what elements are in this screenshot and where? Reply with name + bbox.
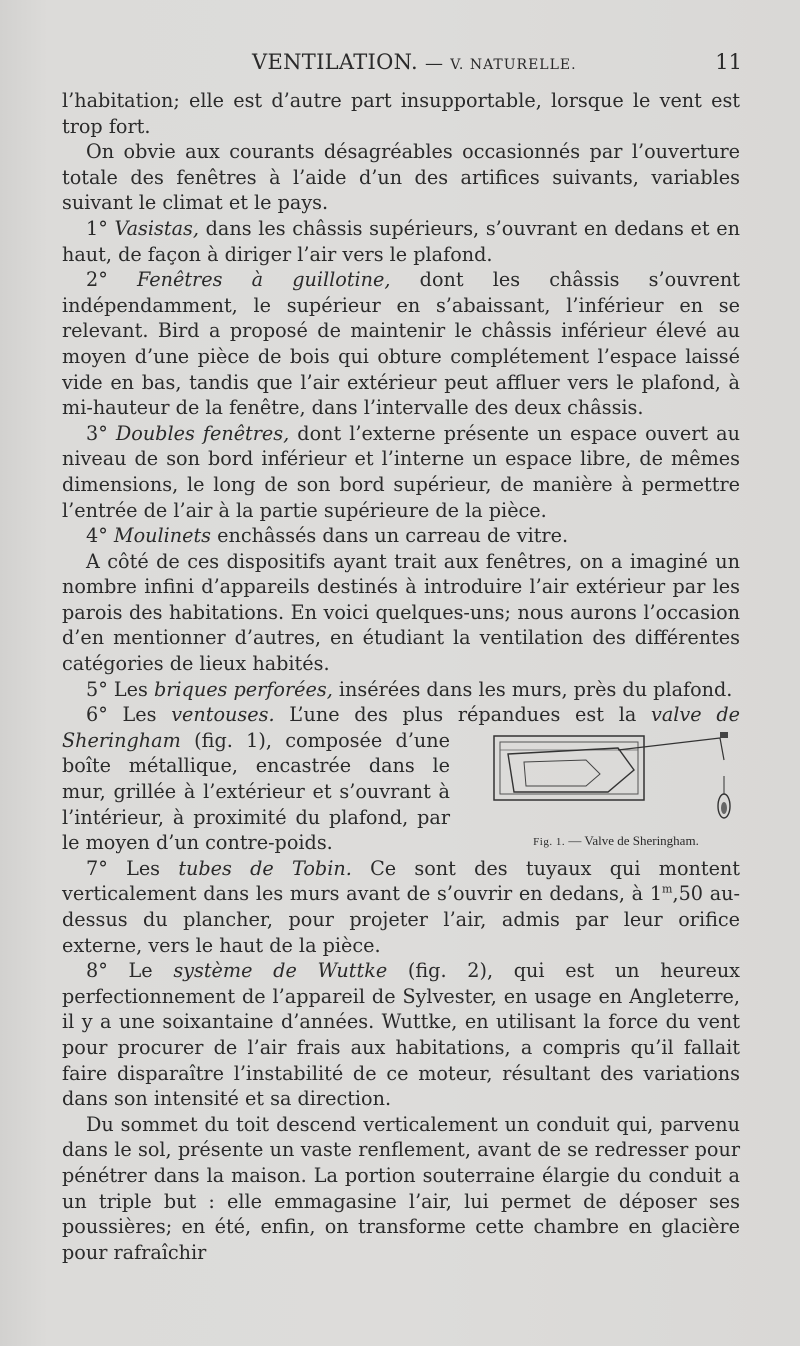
paragraph: A côté de ces dispositifs ayant trait aux fenêtres, on a imaginé un nombre infini d’appareils destinés à introduire l’air extérieur par les parois des habitations. En voici quelques-uns; nous aurons l’occasion d’en mentionner d’autres, en étudiant la ventilation des différentes catégories de lieux habités. xyxy=(62,549,740,676)
list-item-moulinets: 4° Moulinets enchâssés dans un carreau de vitre. xyxy=(86,524,569,548)
page-number: 11 xyxy=(715,50,742,74)
list-item-tobin: 7° Les tubes de Tobin. Ce sont des tuyaux qui montent verticalement dans les murs avant de s’ouvrir en dedans, à 1$^m$,50 au-dessus du plancher, pour projeter l’air, admis par leur orifice externe, vers le haut de la pièce. xyxy=(62,856,740,957)
list-item-doubles-fenetres: 3° Doubles fenêtres, dont l’externe présente un espace ouvert au niveau de son bord inférieur et l’interne un espace libre, de mêmes dimensions, le long de son bord supérieur, de manière à permettre l’entrée de l’air à la partie supérieure de la pièce. xyxy=(62,421,740,522)
list-item-wuttke: 8° Le système de Wuttke (fig. 2), qui est un heureux perfectionnement de l’appareil de Sylvester, en usage en Angleterre, il y a une soixantaine d’années. Wuttke, en utilisant la force du vent pour procurer de l’air frais aux habitations, a compris qu’il fallait faire disparaître l’instabilité de ce moteur, résultant des variations dans son intensité et sa direction. xyxy=(62,959,741,1111)
header-dash: — xyxy=(424,53,444,74)
term: système de Wuttke xyxy=(173,959,388,983)
list-item-vasistas: 1° Vasistas, dans les châssis supérieurs, s’ouvrant en dedans et en haut, de façon à diriger l’air vers le plafond. xyxy=(62,216,740,266)
paragraph: l’habitation; elle est d’autre part insupportable, lorsque le vent est trop fort. xyxy=(62,89,740,138)
paragraph: On obvie aux courants désagréables occasionnés par l’ouverture totale des fenêtres à l’aide d’un des artifices suivants, variables suivant le climat et le pays. xyxy=(62,140,740,215)
term: tubes de Tobin. xyxy=(178,856,352,880)
figure-label: Fig. 1. xyxy=(533,835,566,848)
body-text xyxy=(62,88,740,1265)
paragraph: Du sommet du toit descend verticalement un conduit qui, parvenu dans le sol, présente un vaste renflement, avant de se redresser pour pénétrer dans la maison. La portion souterraine élargie du conduit a un triple but : elle emmagasine l’air, lui permet de déposer ses poussières; en été, enfin, on transforme cette chambre en glacière pour rafraîchir xyxy=(62,1112,740,1264)
term: Vasistas, xyxy=(114,216,199,240)
term: ventouses. xyxy=(171,703,275,727)
term: Moulinets xyxy=(113,524,212,548)
term: briques perforées, xyxy=(153,677,333,701)
list-item-ventouses: 6° Les ventouses. L’une des plus répandues est la valve de Sheringham Fig. 1. — Valve de Sheringham. (fig. 1), composée d’une boîte métallique, encastrée dans le mur, grillée à l’extérieur et s’ouvrant à l’intérieur, à proximité du plafond, par le moyen d’un contre-poids. xyxy=(62,703,740,855)
term: Fenêtres à guillotine, xyxy=(137,268,391,292)
running-title xyxy=(252,50,577,74)
term: valve de Sheringham xyxy=(62,703,740,752)
header-subtitle: V. NATURELLE. xyxy=(450,57,577,73)
header-title: VENTILATION. xyxy=(252,50,418,74)
term: Doubles fenêtres, xyxy=(115,421,290,445)
figure-caption: Fig. 1. — Valve de Sheringham. xyxy=(533,832,699,848)
list-item-guillotine: 2° Fenêtres à guillotine, dont les châssis s’ouvrent indépendamment, le supérieur en s’abaissant, l’inférieur en se relevant. Bird a proposé de maintenir le châssis inférieur élevé au moyen d’une pièce de bois qui obture complétement l’espace laissé vide en bas, tandis que l’air extérieur peut affluer vers le plafond, à mi-hauteur de la fenêtre, dans l’intervalle des deux châssis. xyxy=(62,268,740,420)
running-header xyxy=(62,50,742,82)
figure-1 xyxy=(468,730,740,850)
list-item-briques: 5° Les briques perforées, insérées dans les murs, près du plafond. xyxy=(86,677,733,701)
sheringham-valve-illustration xyxy=(468,730,740,830)
